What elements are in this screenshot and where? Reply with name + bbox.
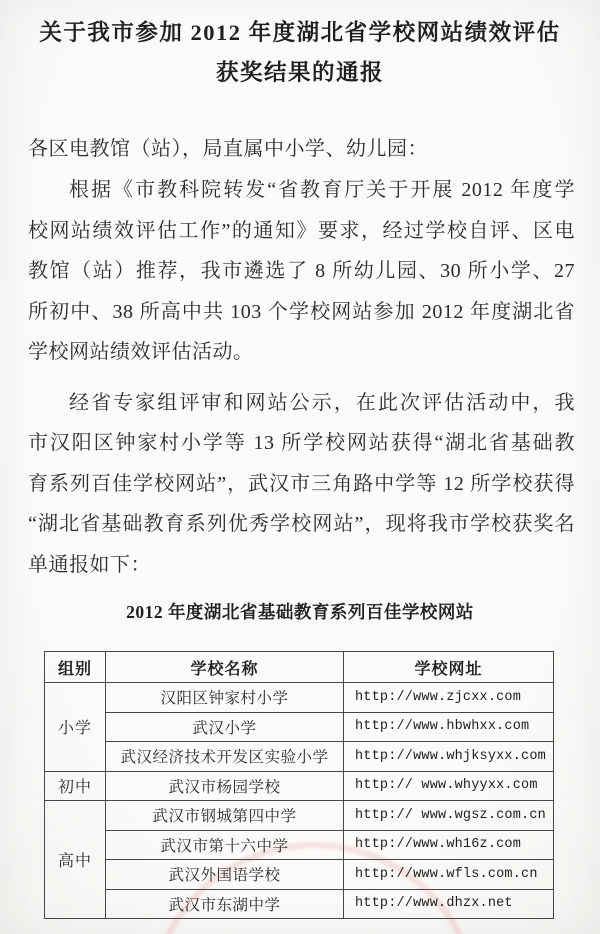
paragraph-line: 根据《市教科院转发“省教育厅关于开展 2012 年度学 — [69, 179, 575, 201]
paragraph-line: 育系列百佳学校网站”，武汉市三角路中学等 12 所学校获得 — [28, 472, 575, 495]
table-row — [45, 712, 554, 742]
paragraph-line: 学校网站绩效评估活动。 — [28, 341, 254, 363]
school-name: 武汉市钢城第四中学 — [106, 801, 344, 831]
table-row — [45, 860, 554, 890]
school-name: 汉阳区钟家村小学 — [106, 683, 344, 713]
school-url: http:// www.wgsz.com.cn — [344, 801, 554, 831]
school-name: 武汉市东湖中学 — [106, 889, 344, 919]
table-row — [45, 889, 554, 919]
school-url: http://www.zjcxx.com — [344, 683, 554, 713]
document-title-line-2: 获奖结果的通报 — [215, 60, 384, 85]
document-title — [0, 0, 600, 93]
awards-table — [44, 651, 554, 919]
table-row — [45, 742, 554, 772]
school-url: http:// www.whyyxx.com — [344, 771, 554, 801]
paragraph-line: 单通报如下： — [28, 553, 151, 576]
paragraph-line: 所初中、38 所高中共 103 个学校网站参加 2012 年度湖北省 — [28, 300, 575, 323]
school-url: http://www.whjksyxx.com — [344, 742, 554, 772]
school-url: http://www.hbwhxx.com — [344, 712, 554, 742]
school-name: 武汉市第十六中学 — [106, 830, 344, 860]
school-url: http://www.wfls.com.cn — [344, 860, 554, 890]
salutation: 各区电教馆（站），局直属中小学、幼儿园： — [28, 138, 428, 160]
awards-table-title: 2012 年度湖北省基础教育系列百佳学校网站 — [126, 602, 474, 622]
paragraph-line: 市汉阳区钟家村小学等 13 所学校网站获得“湖北省基础教 — [28, 432, 575, 454]
school-name: 武汉外国语学校 — [106, 860, 344, 890]
paragraph-line: 校网站绩效评估工作”的通知》要求，经过学校自评、区电 — [28, 219, 575, 242]
school-name: 武汉经济技术开发区实验小学 — [106, 742, 344, 772]
school-url: http://www.wh16z.com — [344, 830, 554, 860]
table-header-row — [45, 652, 554, 683]
table-row — [45, 801, 554, 831]
column-header-school-url: 学校网址 — [344, 652, 554, 683]
paragraph-line: “湖北省基础教育系列优秀学校网站”，现将我市学校获奖名 — [28, 513, 575, 535]
school-name: 武汉小学 — [106, 712, 344, 742]
table-row — [45, 830, 554, 860]
paragraph-line: 教馆（站）推荐，我市遴选了 8 所幼儿园、30 所小学、27 — [28, 260, 575, 282]
paragraph-line: 经省专家组评审和网站公示，在此次评估活动中，我 — [69, 391, 575, 414]
document-title-line-1: 关于我市参加 2012 年度湖北省学校网站绩效评估 — [39, 20, 561, 45]
school-url: http://www.dhzx.net — [344, 889, 554, 919]
table-row — [45, 683, 554, 713]
group-label-primary: 小学 — [45, 683, 106, 772]
group-label-senior: 高中 — [45, 801, 106, 919]
group-label-junior: 初中 — [45, 771, 106, 801]
column-header-group: 组别 — [45, 652, 106, 683]
column-header-school-name: 学校名称 — [106, 652, 344, 683]
school-name: 武汉市杨园学校 — [106, 771, 344, 801]
table-row — [45, 771, 554, 801]
paragraph-basis — [28, 170, 575, 373]
paragraph-results — [28, 383, 575, 586]
